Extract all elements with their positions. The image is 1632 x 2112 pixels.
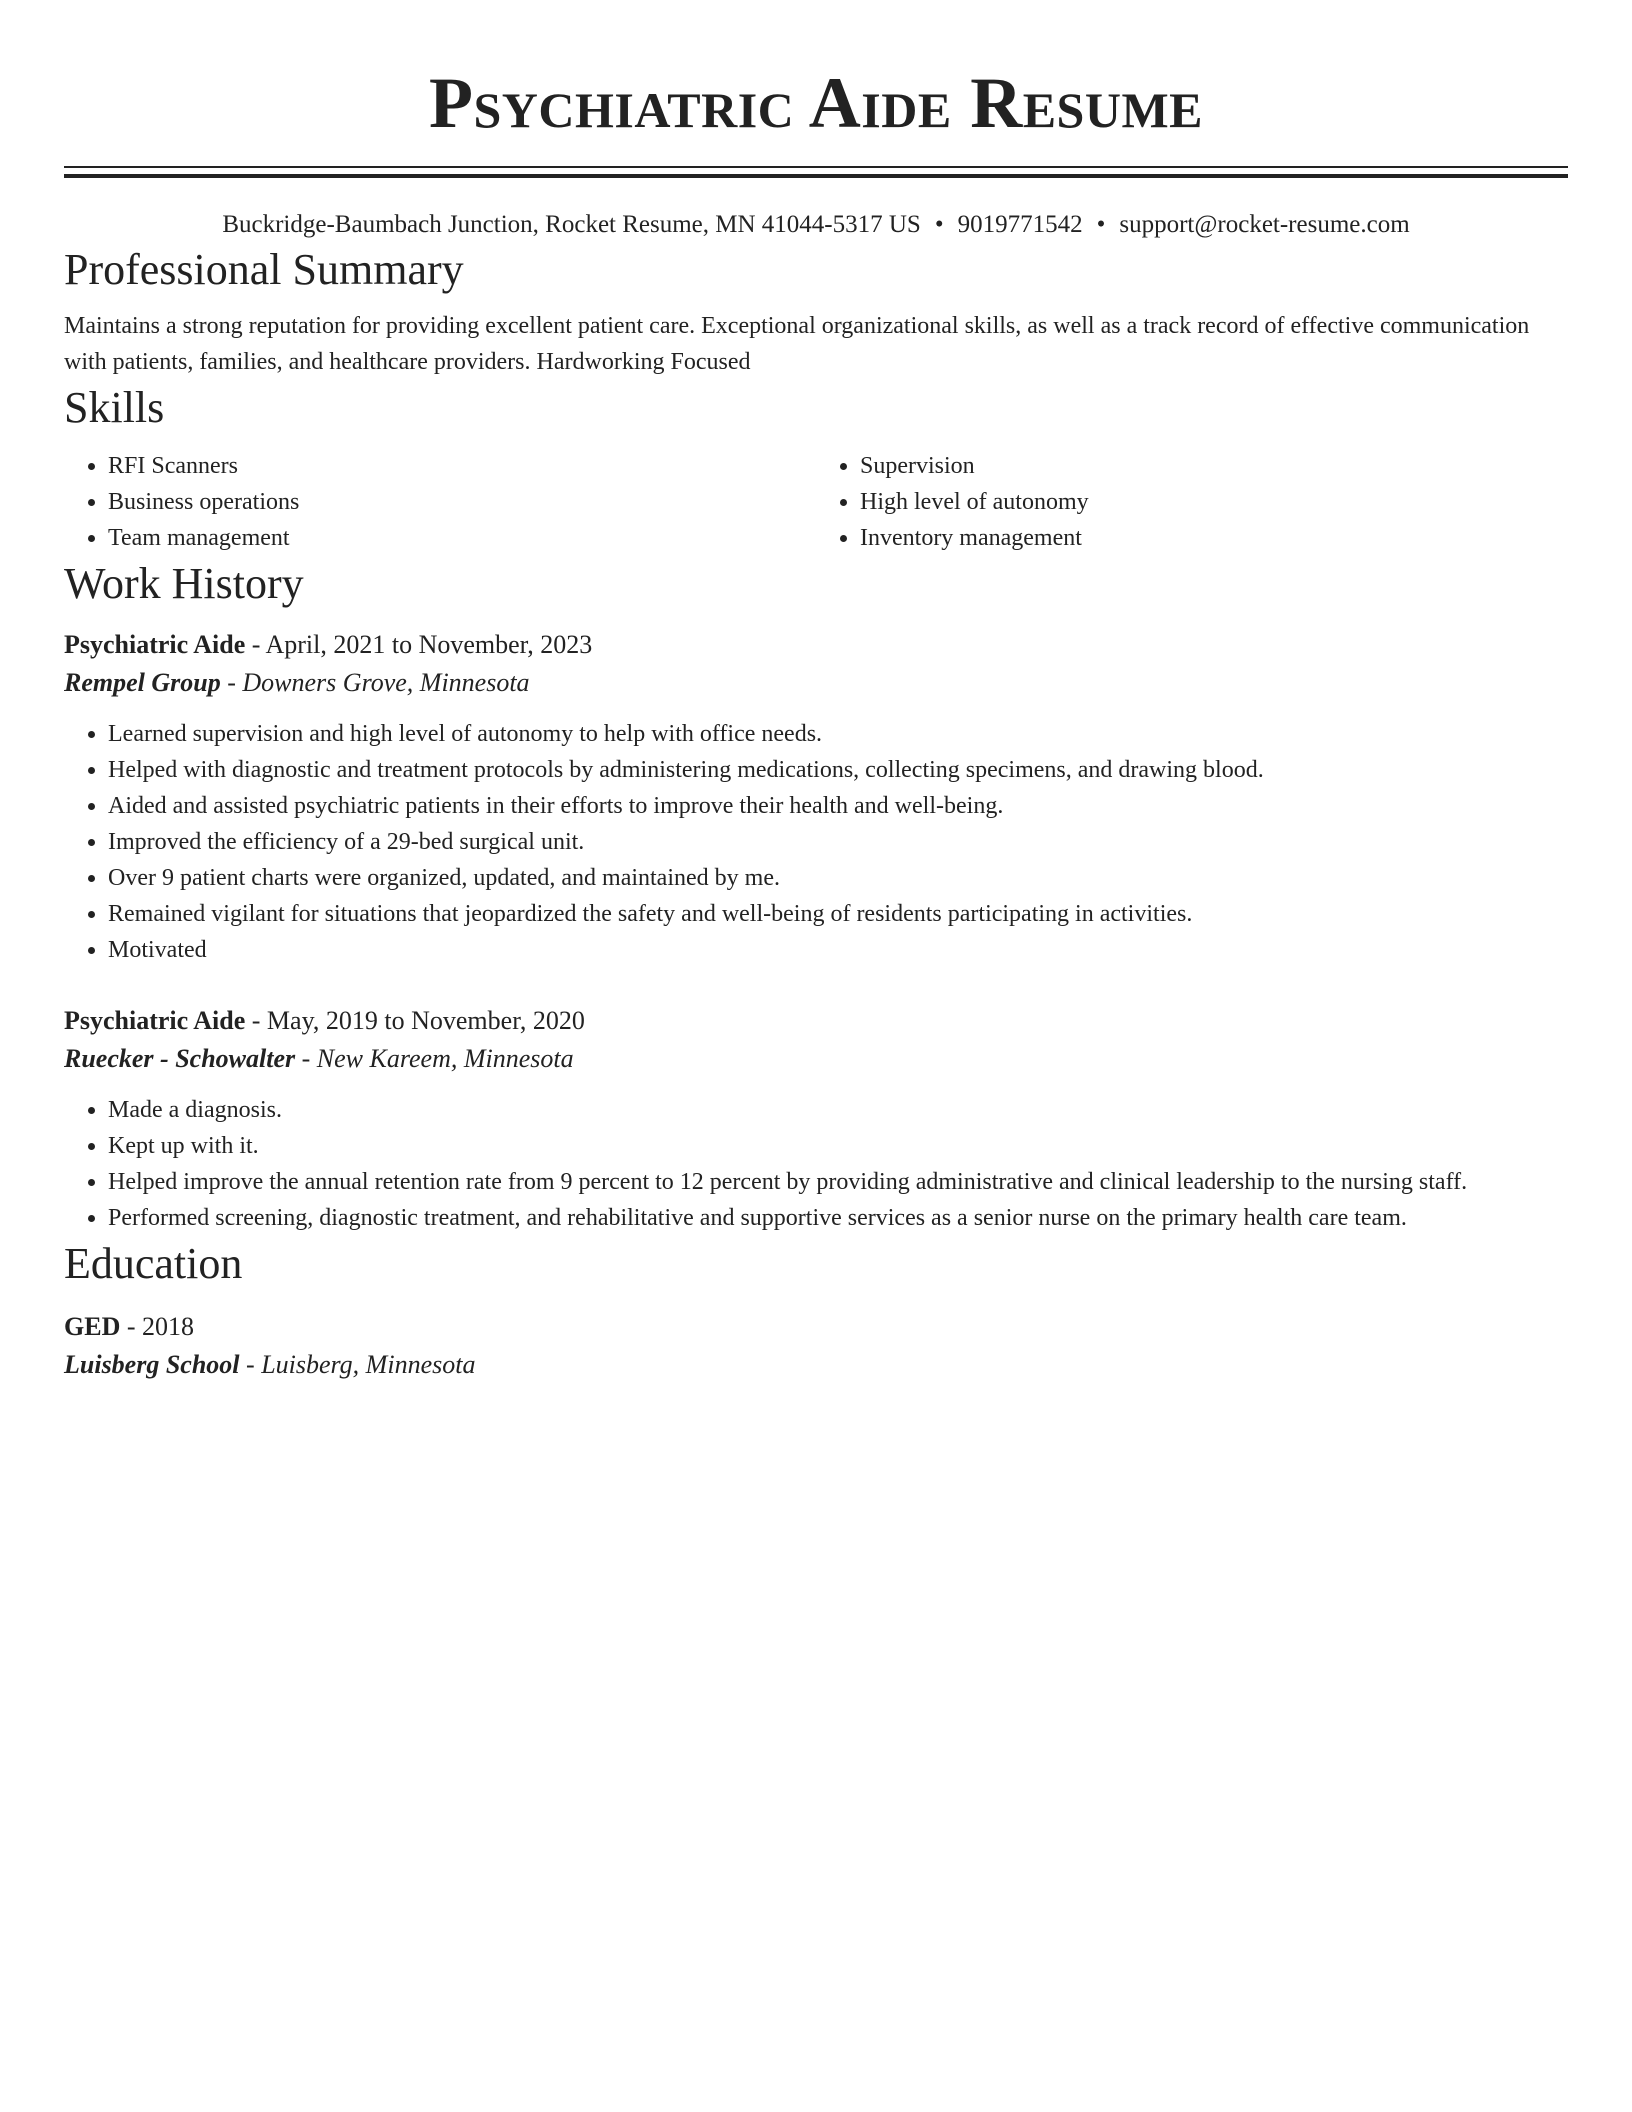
job-bullet: • Over 9 patient charts were organized, updated, and maintained by me. <box>108 860 1568 896</box>
job-bullet: • Helped with diagnostic and treatment protocols by administering medications, collecting specimens, and drawing blood. <box>108 752 1568 788</box>
contact-separator: • <box>1096 211 1106 238</box>
job-bullet: • Helped improve the annual retention rate from 9 percent to 12 percent by providing administrative and clinical leadership to the nursing staff. <box>108 1164 1568 1200</box>
education-location: - Luisberg, Minnesota <box>239 1350 476 1379</box>
job-bullet: • Learned supervision and high level of autonomy to help with office needs. <box>108 716 1568 752</box>
job-entry <box>64 626 1568 968</box>
job-location: - Downers Grove, Minnesota <box>220 668 530 697</box>
job-bullet: • Motivated <box>108 932 1568 968</box>
job-entry <box>64 1002 1568 1236</box>
education-degree-line <box>64 1308 1568 1346</box>
job-bullet: • Improved the efficiency of a 29-bed surgical unit. <box>108 824 1568 860</box>
section-heading-education: Education <box>64 1239 243 1288</box>
job-location: - New Kareem, Minnesota <box>295 1044 574 1073</box>
job-title-line <box>64 626 1568 664</box>
skill-item: • Supervision <box>860 448 1568 484</box>
job-company: Rempel Group <box>64 668 221 697</box>
job-dates: - April, 2021 to November, 2023 <box>245 630 593 659</box>
skills-list <box>64 448 1568 556</box>
job-company-line <box>64 664 1568 702</box>
job-company: Ruecker - Schowalter <box>64 1044 296 1073</box>
education-degree: GED <box>64 1312 121 1341</box>
job-title: Psychiatric Aide <box>64 630 246 659</box>
job-bullet: • Kept up with it. <box>108 1128 1568 1164</box>
job-bullet: • Aided and assisted psychiatric patients in their efforts to improve their health and well-being. <box>108 788 1568 824</box>
education-year: - 2018 <box>120 1312 195 1341</box>
title-divider <box>64 166 1568 178</box>
contact-line <box>64 208 1568 242</box>
skill-item: • Team management <box>108 520 816 556</box>
job-company-line <box>64 1040 1568 1078</box>
job-bullets <box>64 716 1568 968</box>
job-title: Psychiatric Aide <box>64 1006 246 1035</box>
skill-item: • Business operations <box>108 484 816 520</box>
section-heading-skills: Skills <box>64 383 165 432</box>
skill-item: • Inventory management <box>860 520 1568 556</box>
section-heading-summary: Professional Summary <box>64 245 464 294</box>
skills-column-left <box>64 448 816 556</box>
education-school-line <box>64 1346 1568 1384</box>
contact-email: support@rocket-resume.com <box>1119 211 1410 238</box>
job-bullet: • Remained vigilant for situations that jeopardized the safety and well-being of residents participating in activities. <box>108 896 1568 932</box>
skill-item: • RFI Scanners <box>108 448 816 484</box>
education-entry <box>64 1308 1568 1384</box>
contact-separator: • <box>934 211 944 238</box>
job-title-line <box>64 1002 1568 1040</box>
job-dates: - May, 2019 to November, 2020 <box>245 1006 585 1035</box>
job-bullet: • Performed screening, diagnostic treatment, and rehabilitative and supportive services as a senior nurse on the primary health care team. <box>108 1200 1568 1236</box>
resume-title: Psychiatric Aide Resume <box>428 63 1204 143</box>
summary-text: Maintains a strong reputation for providing excellent patient care. Exceptional organizational skills, as well as a track record of effective communication with patients, families, and healthcare providers. Hardworking Focused <box>64 313 1530 375</box>
contact-phone: 9019771542 <box>957 211 1083 238</box>
skills-column-right <box>816 448 1568 556</box>
skill-item: • High level of autonomy <box>860 484 1568 520</box>
section-heading-work: Work History <box>64 559 304 608</box>
job-bullets <box>64 1092 1568 1236</box>
education-school: Luisberg School <box>64 1350 240 1379</box>
contact-address: Buckridge-Baumbach Junction, Rocket Resume, MN 41044-5317 US <box>222 211 921 238</box>
job-bullet: • Made a diagnosis. <box>108 1092 1568 1128</box>
